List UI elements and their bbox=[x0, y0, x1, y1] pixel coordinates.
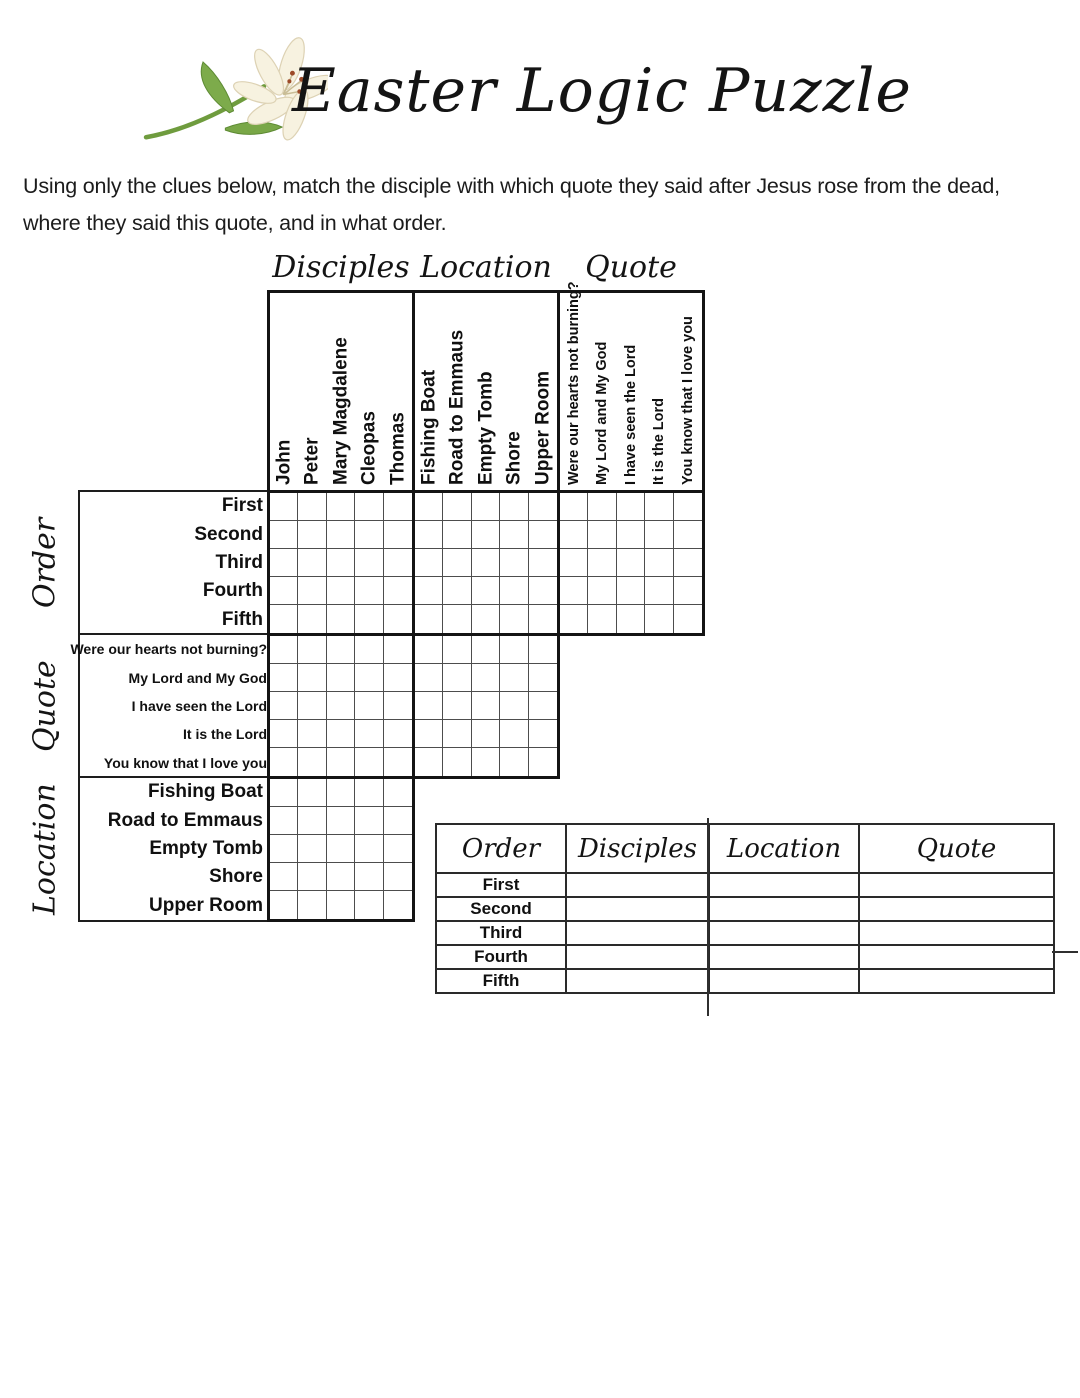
grid-cell[interactable] bbox=[327, 636, 355, 664]
grid-cell[interactable] bbox=[415, 605, 443, 633]
column-label-disciples: John bbox=[273, 439, 295, 485]
grid-cell[interactable] bbox=[327, 835, 355, 863]
row-label-location: Shore bbox=[209, 866, 263, 888]
grid-cell[interactable] bbox=[270, 636, 298, 664]
grid-cell[interactable] bbox=[384, 636, 412, 664]
grid-cell[interactable] bbox=[298, 521, 326, 549]
grid-cell[interactable] bbox=[298, 720, 326, 748]
grid-cell[interactable] bbox=[415, 692, 443, 720]
answer-order-label: Second bbox=[436, 897, 566, 921]
grid-cell[interactable] bbox=[472, 605, 500, 633]
grid-cell[interactable] bbox=[560, 521, 588, 549]
column-label-quote: It is the Lord bbox=[651, 398, 668, 485]
grid-cell[interactable] bbox=[674, 577, 702, 605]
answer-header-quote: Quote bbox=[859, 824, 1054, 873]
grid-cell[interactable] bbox=[298, 779, 326, 807]
grid-cell[interactable] bbox=[355, 748, 383, 776]
grid-block-order-location bbox=[412, 490, 560, 636]
grid-cell[interactable] bbox=[645, 577, 673, 605]
answer-cell-disciple[interactable] bbox=[566, 921, 709, 945]
grid-cell[interactable] bbox=[472, 577, 500, 605]
answer-header-location: Location bbox=[709, 824, 859, 873]
grid-cell[interactable] bbox=[327, 692, 355, 720]
grid-cell[interactable] bbox=[500, 692, 528, 720]
grid-block-order-disciples bbox=[267, 490, 415, 636]
grid-cell[interactable] bbox=[645, 605, 673, 633]
answer-cell-quote[interactable] bbox=[859, 873, 1054, 897]
grid-cell[interactable] bbox=[415, 664, 443, 692]
grid-cell[interactable] bbox=[270, 891, 298, 919]
column-label-quote: I have seen the Lord bbox=[622, 344, 639, 485]
row-label-location: Upper Room bbox=[149, 894, 263, 916]
grid-cell[interactable] bbox=[270, 835, 298, 863]
grid-cell[interactable] bbox=[617, 493, 645, 521]
grid-cell[interactable] bbox=[384, 748, 412, 776]
row-label-quote: It is the Lord bbox=[183, 726, 267, 743]
grid-cell[interactable] bbox=[529, 493, 557, 521]
grid-cell[interactable] bbox=[529, 549, 557, 577]
grid-cell[interactable] bbox=[355, 549, 383, 577]
row-labels-box-quote bbox=[70, 633, 270, 779]
grid-cell[interactable] bbox=[472, 636, 500, 664]
grid-cell[interactable] bbox=[384, 807, 412, 835]
answer-row bbox=[436, 873, 1054, 897]
grid-cell[interactable] bbox=[384, 605, 412, 633]
answer-cell-location[interactable] bbox=[709, 897, 859, 921]
grid-cell[interactable] bbox=[384, 577, 412, 605]
grid-cell[interactable] bbox=[355, 891, 383, 919]
grid-cell[interactable] bbox=[355, 807, 383, 835]
answer-row bbox=[436, 921, 1054, 945]
row-label-location: Road to Emmaus bbox=[107, 809, 263, 831]
answer-row bbox=[436, 897, 1054, 921]
grid-cell[interactable] bbox=[327, 779, 355, 807]
grid-cell[interactable] bbox=[645, 493, 673, 521]
grid-cell[interactable] bbox=[588, 549, 616, 577]
answer-table bbox=[435, 823, 1055, 994]
grid-cell[interactable] bbox=[443, 605, 471, 633]
grid-cell[interactable] bbox=[674, 549, 702, 577]
grid-cell[interactable] bbox=[443, 636, 471, 664]
grid-cell[interactable] bbox=[355, 863, 383, 891]
row-group-label-quote: Quote bbox=[27, 660, 63, 752]
answer-cell-location[interactable] bbox=[709, 945, 859, 969]
grid-cell[interactable] bbox=[384, 835, 412, 863]
grid-cell[interactable] bbox=[674, 493, 702, 521]
row-group-label-order: Order bbox=[27, 517, 63, 609]
grid-cell[interactable] bbox=[298, 748, 326, 776]
grid-cell[interactable] bbox=[298, 863, 326, 891]
grid-cell[interactable] bbox=[674, 605, 702, 633]
grid-cell[interactable] bbox=[355, 720, 383, 748]
grid-cell[interactable] bbox=[327, 493, 355, 521]
column-label-disciples: Mary Magdalene bbox=[330, 337, 352, 485]
answer-order-label: Fourth bbox=[436, 945, 566, 969]
grid-cell[interactable] bbox=[443, 720, 471, 748]
grid-cell[interactable] bbox=[529, 577, 557, 605]
grid-cell[interactable] bbox=[415, 493, 443, 521]
answer-order-label: First bbox=[436, 873, 566, 897]
grid-cell[interactable] bbox=[355, 692, 383, 720]
column-label-location: Shore bbox=[503, 431, 525, 485]
grid-cell[interactable] bbox=[270, 605, 298, 633]
row-label-location: Empty Tomb bbox=[149, 838, 263, 860]
row-label-quote: I have seen the Lord bbox=[131, 698, 267, 715]
grid-cell[interactable] bbox=[443, 748, 471, 776]
column-label-disciples: Thomas bbox=[387, 412, 409, 485]
grid-cell[interactable] bbox=[529, 664, 557, 692]
column-group-header-quote: Quote bbox=[585, 249, 677, 285]
answer-cell-location[interactable] bbox=[709, 873, 859, 897]
grid-cell[interactable] bbox=[327, 521, 355, 549]
row-group-label-location: Location bbox=[27, 783, 63, 915]
table-line-artifact-vertical bbox=[707, 818, 709, 1016]
grid-cell[interactable] bbox=[588, 577, 616, 605]
answer-cell-location[interactable] bbox=[709, 921, 859, 945]
grid-cell[interactable] bbox=[472, 493, 500, 521]
grid-cell[interactable] bbox=[298, 664, 326, 692]
grid-cell[interactable] bbox=[298, 835, 326, 863]
grid-cell[interactable] bbox=[529, 748, 557, 776]
page-title: Easter Logic Puzzle bbox=[292, 56, 912, 126]
grid-cell[interactable] bbox=[327, 807, 355, 835]
grid-cell[interactable] bbox=[327, 748, 355, 776]
row-label-quote: Were our hearts not burning? bbox=[70, 641, 267, 658]
grid-cell[interactable] bbox=[270, 720, 298, 748]
column-group-header-location: Location bbox=[420, 249, 552, 285]
grid-cell[interactable] bbox=[500, 493, 528, 521]
grid-cell[interactable] bbox=[529, 692, 557, 720]
answer-row bbox=[436, 969, 1054, 993]
grid-cell[interactable] bbox=[443, 664, 471, 692]
grid-cell[interactable] bbox=[472, 720, 500, 748]
grid-cell[interactable] bbox=[500, 521, 528, 549]
grid-cell[interactable] bbox=[674, 521, 702, 549]
grid-cell[interactable] bbox=[415, 720, 443, 748]
grid-cell[interactable] bbox=[298, 577, 326, 605]
grid-cell[interactable] bbox=[327, 720, 355, 748]
grid-cell[interactable] bbox=[617, 605, 645, 633]
grid-cell[interactable] bbox=[443, 692, 471, 720]
answer-row bbox=[436, 945, 1054, 969]
grid-cell[interactable] bbox=[270, 748, 298, 776]
grid-cell[interactable] bbox=[355, 605, 383, 633]
grid-cell[interactable] bbox=[355, 521, 383, 549]
answer-cell-quote[interactable] bbox=[859, 921, 1054, 945]
column-headers-box-disciples bbox=[267, 290, 415, 490]
grid-cell[interactable] bbox=[500, 577, 528, 605]
grid-cell[interactable] bbox=[327, 863, 355, 891]
grid-cell[interactable] bbox=[472, 692, 500, 720]
grid-cell[interactable] bbox=[298, 493, 326, 521]
grid-cell[interactable] bbox=[617, 521, 645, 549]
grid-cell[interactable] bbox=[355, 664, 383, 692]
grid-cell[interactable] bbox=[327, 549, 355, 577]
row-label-order: Fourth bbox=[202, 580, 263, 602]
answer-cell-quote[interactable] bbox=[859, 969, 1054, 993]
grid-cell[interactable] bbox=[500, 748, 528, 776]
column-headers-box-location bbox=[412, 290, 560, 490]
grid-cell[interactable] bbox=[270, 779, 298, 807]
grid-cell[interactable] bbox=[560, 493, 588, 521]
grid-cell[interactable] bbox=[415, 577, 443, 605]
grid-cell[interactable] bbox=[298, 636, 326, 664]
column-label-quote: My Lord and My God bbox=[594, 341, 611, 485]
grid-cell[interactable] bbox=[415, 748, 443, 776]
answer-order-label: Fifth bbox=[436, 969, 566, 993]
grid-cell[interactable] bbox=[384, 863, 412, 891]
answer-cell-disciple[interactable] bbox=[566, 897, 709, 921]
grid-cell[interactable] bbox=[355, 636, 383, 664]
grid-block-quote-disciples bbox=[267, 633, 415, 779]
row-label-order: First bbox=[221, 495, 263, 517]
grid-cell[interactable] bbox=[472, 549, 500, 577]
grid-cell[interactable] bbox=[415, 549, 443, 577]
grid-cell[interactable] bbox=[270, 863, 298, 891]
grid-block-location-disciples bbox=[267, 776, 415, 922]
grid-cell[interactable] bbox=[270, 577, 298, 605]
grid-cell[interactable] bbox=[500, 605, 528, 633]
grid-cell[interactable] bbox=[384, 549, 412, 577]
grid-cell[interactable] bbox=[327, 577, 355, 605]
grid-cell[interactable] bbox=[529, 720, 557, 748]
grid-cell[interactable] bbox=[298, 692, 326, 720]
grid-cell[interactable] bbox=[327, 664, 355, 692]
column-label-quote: You know that I love you bbox=[679, 316, 696, 485]
grid-cell[interactable] bbox=[355, 577, 383, 605]
grid-cell[interactable] bbox=[617, 577, 645, 605]
grid-cell[interactable] bbox=[415, 636, 443, 664]
grid-cell[interactable] bbox=[384, 521, 412, 549]
grid-cell[interactable] bbox=[384, 692, 412, 720]
column-label-location: Fishing Boat bbox=[418, 369, 440, 485]
grid-cell[interactable] bbox=[270, 549, 298, 577]
row-label-order: Fifth bbox=[221, 608, 263, 630]
grid-cell[interactable] bbox=[645, 549, 673, 577]
grid-cell[interactable] bbox=[415, 521, 443, 549]
grid-cell[interactable] bbox=[384, 720, 412, 748]
answer-cell-disciple[interactable] bbox=[566, 873, 709, 897]
grid-cell[interactable] bbox=[270, 664, 298, 692]
grid-cell[interactable] bbox=[560, 605, 588, 633]
grid-cell[interactable] bbox=[472, 521, 500, 549]
grid-cell[interactable] bbox=[529, 636, 557, 664]
answer-cell-location[interactable] bbox=[709, 969, 859, 993]
row-label-order: Second bbox=[194, 523, 263, 545]
grid-cell[interactable] bbox=[588, 605, 616, 633]
grid-cell[interactable] bbox=[298, 549, 326, 577]
grid-cell[interactable] bbox=[443, 549, 471, 577]
grid-cell[interactable] bbox=[617, 549, 645, 577]
grid-cell[interactable] bbox=[560, 577, 588, 605]
grid-cell[interactable] bbox=[270, 493, 298, 521]
grid-cell[interactable] bbox=[298, 605, 326, 633]
instructions-text: Using only the clues below, match the disciple with which quote they said after Jesus rose from the dead, where they said this quote, and in what order. bbox=[23, 174, 1000, 235]
grid-cell[interactable] bbox=[500, 636, 528, 664]
grid-cell[interactable] bbox=[560, 549, 588, 577]
row-label-location: Fishing Boat bbox=[147, 781, 263, 803]
column-label-location: Upper Room bbox=[532, 371, 554, 485]
column-headers-box-quote bbox=[557, 281, 705, 490]
answer-header-row bbox=[436, 824, 1054, 873]
row-label-order: Third bbox=[215, 552, 263, 574]
grid-cell[interactable] bbox=[443, 577, 471, 605]
grid-cell[interactable] bbox=[529, 605, 557, 633]
answer-order-label: Third bbox=[436, 921, 566, 945]
grid-cell[interactable] bbox=[270, 807, 298, 835]
answer-header-disciples: Disciples bbox=[566, 824, 709, 873]
grid-cell[interactable] bbox=[384, 664, 412, 692]
grid-cell[interactable] bbox=[327, 605, 355, 633]
grid-cell[interactable] bbox=[384, 779, 412, 807]
answer-cell-disciple[interactable] bbox=[566, 945, 709, 969]
column-label-location: Road to Emmaus bbox=[447, 329, 469, 485]
table-line-artifact-horizontal bbox=[1052, 951, 1078, 953]
grid-cell[interactable] bbox=[355, 779, 383, 807]
row-labels-box-order bbox=[78, 490, 270, 636]
grid-cell[interactable] bbox=[645, 521, 673, 549]
grid-cell[interactable] bbox=[500, 720, 528, 748]
row-labels-box-location bbox=[78, 776, 270, 922]
grid-cell[interactable] bbox=[384, 493, 412, 521]
grid-cell[interactable] bbox=[472, 748, 500, 776]
grid-cell[interactable] bbox=[529, 521, 557, 549]
grid-cell[interactable] bbox=[500, 664, 528, 692]
grid-cell[interactable] bbox=[298, 807, 326, 835]
row-label-quote: You know that I love you bbox=[103, 754, 267, 771]
column-label-quote: Were our hearts not burning? bbox=[565, 281, 582, 485]
grid-cell[interactable] bbox=[588, 521, 616, 549]
grid-cell[interactable] bbox=[270, 692, 298, 720]
row-label-quote: My Lord and My God bbox=[128, 669, 267, 686]
answer-cell-quote[interactable] bbox=[859, 897, 1054, 921]
answer-cell-quote[interactable] bbox=[859, 945, 1054, 969]
grid-cell[interactable] bbox=[588, 493, 616, 521]
column-label-location: Empty Tomb bbox=[475, 371, 497, 485]
answer-cell-disciple[interactable] bbox=[566, 969, 709, 993]
column-label-disciples: Cleopas bbox=[358, 411, 380, 485]
column-group-header-disciples: Disciples bbox=[272, 249, 410, 285]
grid-block-order-quote bbox=[557, 490, 705, 636]
grid-cell[interactable] bbox=[327, 891, 355, 919]
grid-cell[interactable] bbox=[500, 549, 528, 577]
grid-cell[interactable] bbox=[270, 521, 298, 549]
grid-cell[interactable] bbox=[298, 891, 326, 919]
grid-cell[interactable] bbox=[355, 835, 383, 863]
answer-header-order: Order bbox=[436, 824, 566, 873]
grid-cell[interactable] bbox=[355, 493, 383, 521]
grid-cell[interactable] bbox=[472, 664, 500, 692]
grid-cell[interactable] bbox=[384, 891, 412, 919]
column-label-disciples: Peter bbox=[302, 437, 324, 485]
grid-cell[interactable] bbox=[443, 521, 471, 549]
grid-block-quote-location bbox=[412, 633, 560, 779]
grid-cell[interactable] bbox=[443, 493, 471, 521]
